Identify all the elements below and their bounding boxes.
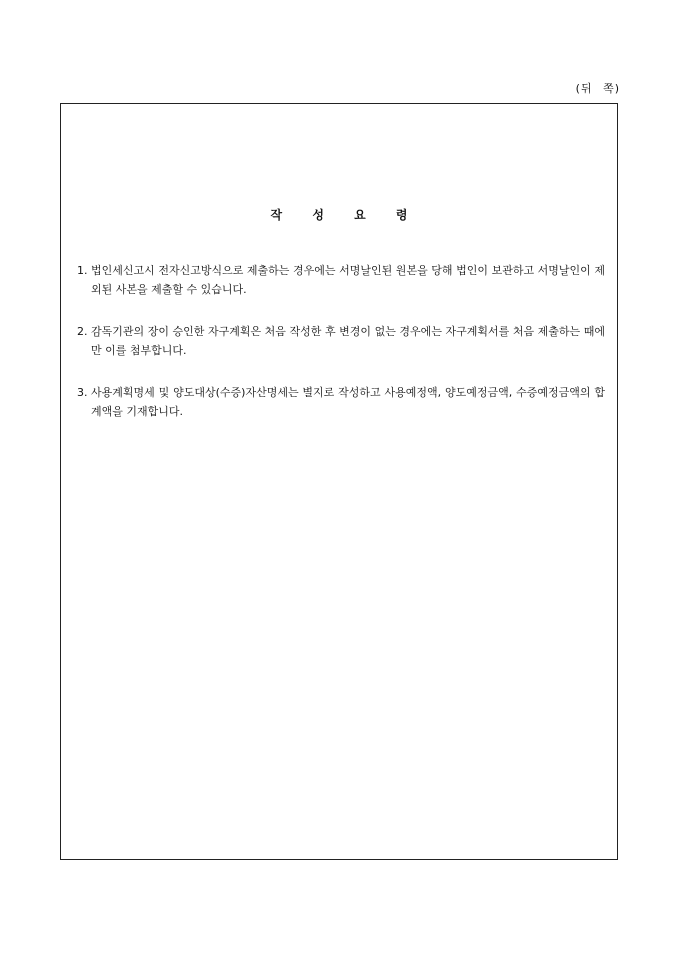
instruction-text: 법인세신고시 전자신고방식으로 제출하는 경우에는 서명날인된 원본을 당해 법인이 보관하고 서명날인이 제외된 사본을 제출할 수 있습니다. [91, 264, 605, 296]
instruction-item-2 [77, 322, 605, 360]
instruction-number: 3. [77, 386, 88, 399]
section-title: 작 성 요 령 [270, 208, 408, 222]
instruction-text: 감독기관의 장이 승인한 자구계획은 처음 작성한 후 변경이 없는 경우에는 자구계획서를 처음 제출하는 때에만 이를 첨부합니다. [91, 325, 605, 357]
form-frame [60, 103, 618, 860]
instruction-item-1 [77, 261, 605, 299]
instruction-text: 사용계획명세 및 양도대상(수증)자산명세는 별지로 작성하고 사용예정액, 양도예정금액, 수증예정금액의 합계액을 기재합니다. [91, 386, 605, 418]
instruction-item-3 [77, 383, 605, 421]
instruction-number: 2. [77, 325, 88, 338]
instruction-list [77, 261, 605, 444]
page-side-label: (뒤 쪽) [575, 82, 620, 95]
instruction-number: 1. [77, 264, 88, 277]
